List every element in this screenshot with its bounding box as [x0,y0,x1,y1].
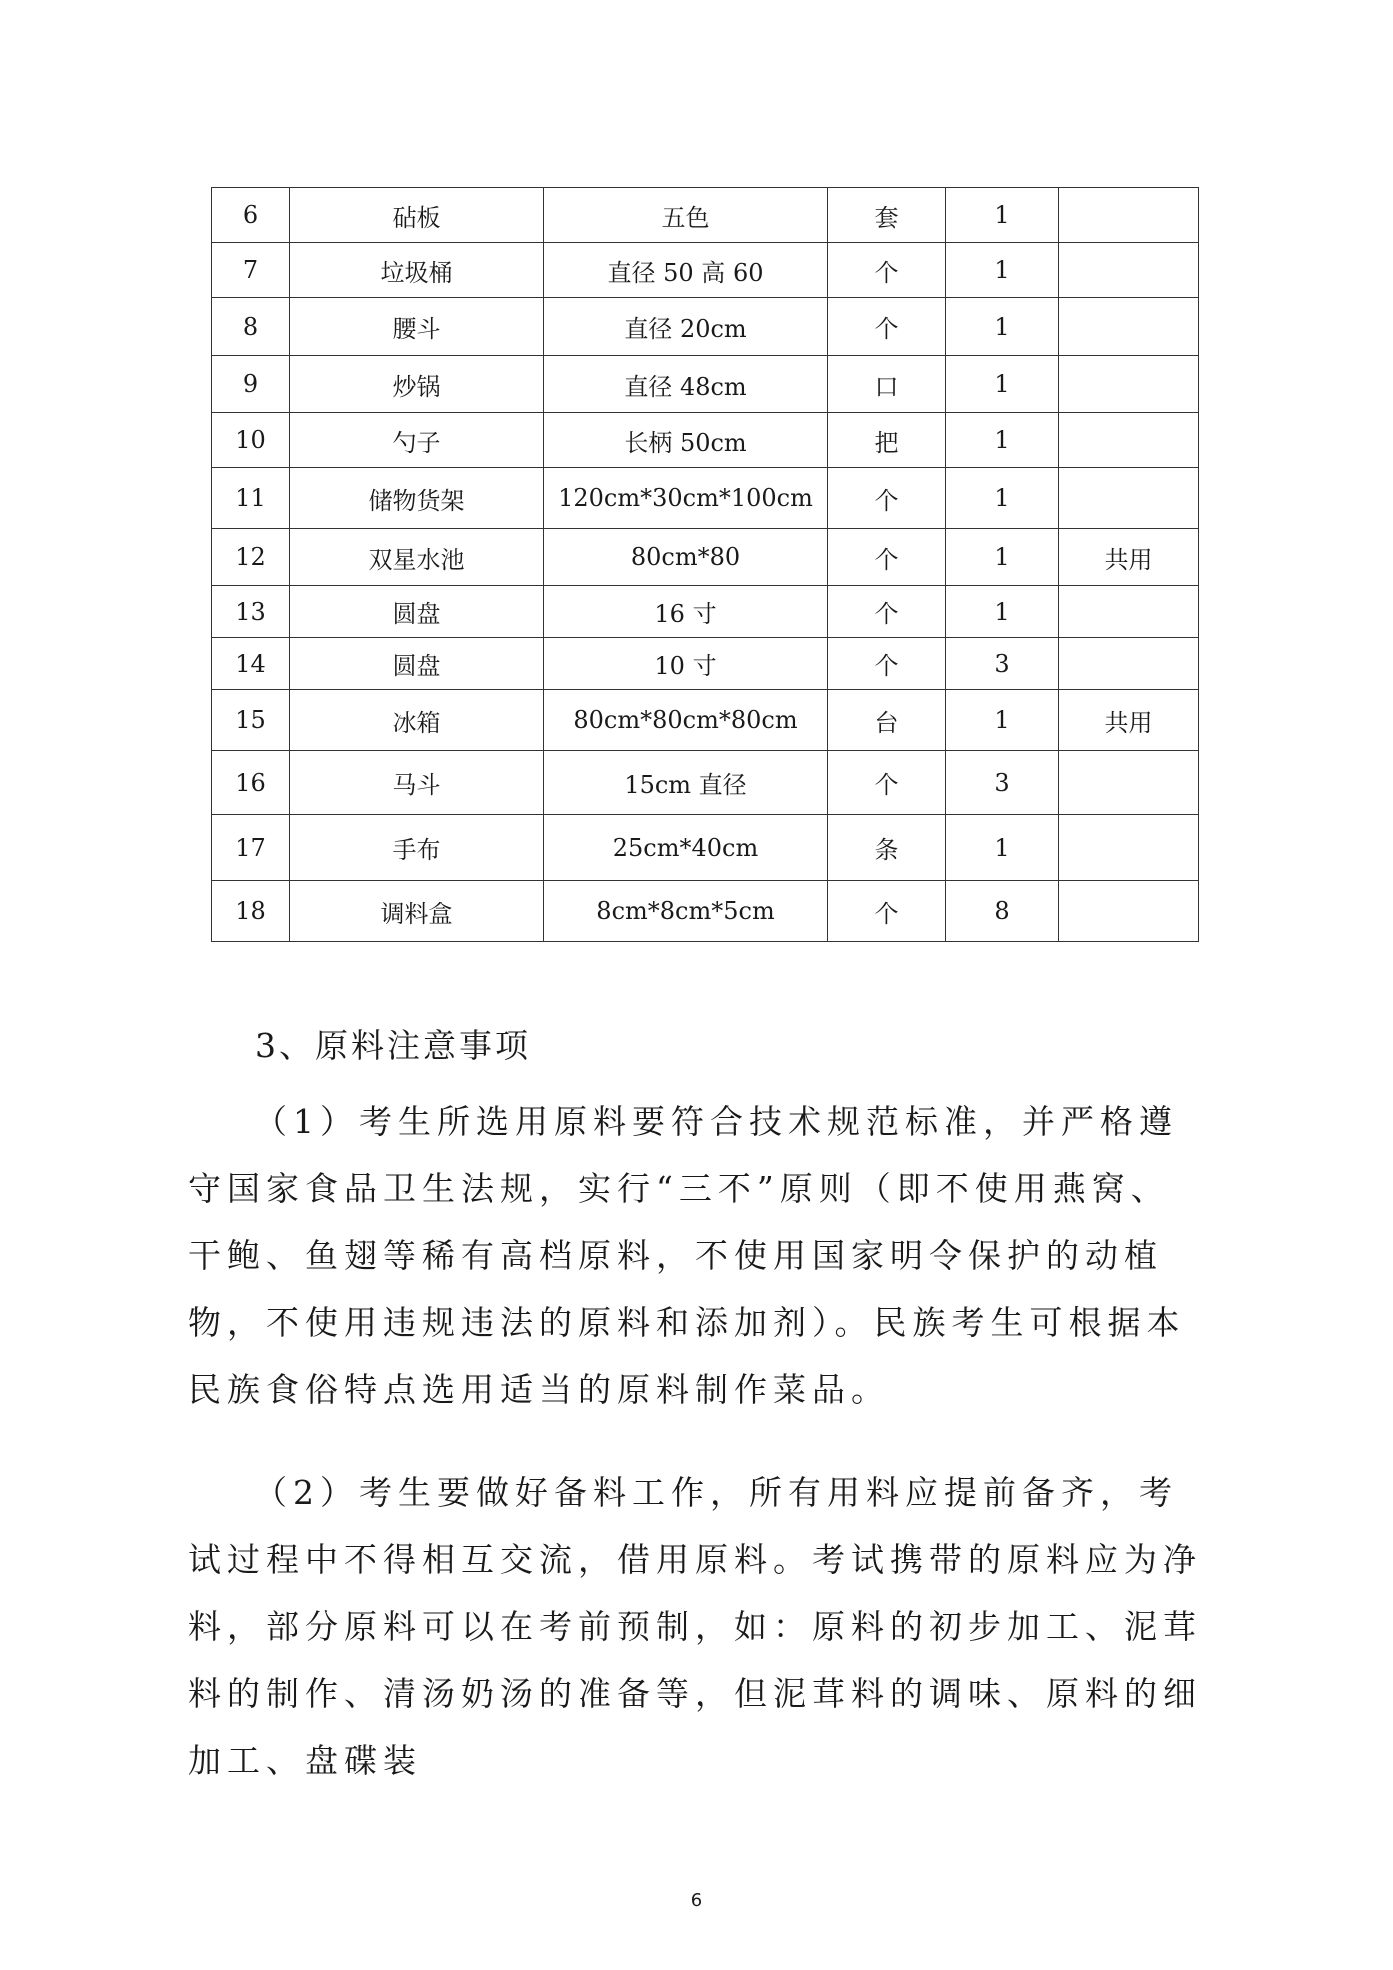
cell-qty: 3 [946,751,1059,815]
cell-no: 12 [212,529,290,586]
page-number: 6 [690,1890,703,1911]
cell-unit: 个 [828,586,946,638]
cell-note [1059,881,1199,942]
cell-note [1059,586,1199,638]
cell-qty: 1 [946,413,1059,468]
cell-qty: 1 [946,298,1059,356]
cell-name: 垃圾桶 [290,243,544,298]
cell-no: 17 [212,815,290,881]
cell-no: 9 [212,356,290,413]
cell-no: 16 [212,751,290,815]
cell-no: 14 [212,638,290,690]
cell-qty: 1 [946,690,1059,751]
cell-unit: 口 [828,356,946,413]
cell-spec: 16 寸 [544,586,828,638]
cell-spec: 80cm*80 [544,529,828,586]
cell-note [1059,413,1199,468]
table-row [212,243,1199,298]
cell-spec: 15cm 直径 [544,751,828,815]
cell-spec: 10 寸 [544,638,828,690]
cell-qty: 1 [946,529,1059,586]
cell-no: 7 [212,243,290,298]
cell-qty: 1 [946,243,1059,298]
cell-spec: 直径 20cm [544,298,828,356]
cell-no: 6 [212,188,290,243]
table-row [212,815,1199,881]
cell-qty: 1 [946,188,1059,243]
cell-spec: 80cm*80cm*80cm [544,690,828,751]
cell-name: 腰斗 [290,298,544,356]
cell-name: 冰箱 [290,690,544,751]
cell-unit: 套 [828,188,946,243]
cell-name: 马斗 [290,751,544,815]
cell-name: 圆盘 [290,586,544,638]
cell-unit: 个 [828,881,946,942]
cell-qty: 3 [946,638,1059,690]
paragraph-1: （1）考生所选用原料要符合技术规范标准，并严格遵守国家食品卫生法规，实行“三不”原则（即不使用燕窝、干鲍、鱼翅等稀有高档原料，不使用国家明令保护的动植物，不使用违规违法的原料和添加剂）。民族考生可根据本民族食俗特点选用适当的原料制作菜品。 [188,1102,1186,1409]
equipment-table [211,187,1199,942]
cell-no: 13 [212,586,290,638]
cell-no: 8 [212,298,290,356]
cell-unit: 台 [828,690,946,751]
cell-name: 双星水池 [290,529,544,586]
cell-qty: 1 [946,468,1059,529]
equipment-table-body [212,188,1199,942]
cell-name: 储物货架 [290,468,544,529]
cell-note [1059,243,1199,298]
cell-unit: 个 [828,529,946,586]
cell-qty: 1 [946,586,1059,638]
table-row [212,529,1199,586]
cell-spec: 8cm*8cm*5cm [544,881,828,942]
cell-note: 共用 [1059,690,1199,751]
cell-unit: 个 [828,243,946,298]
cell-spec: 120cm*30cm*100cm [544,468,828,529]
cell-name: 圆盘 [290,638,544,690]
cell-qty: 1 [946,815,1059,881]
cell-name: 调料盒 [290,881,544,942]
table-row [212,468,1199,529]
cell-note [1059,815,1199,881]
cell-name: 炒锅 [290,356,544,413]
cell-no: 11 [212,468,290,529]
table-row [212,881,1199,942]
cell-no: 18 [212,881,290,942]
cell-note [1059,638,1199,690]
cell-qty: 8 [946,881,1059,942]
cell-no: 10 [212,413,290,468]
cell-unit: 条 [828,815,946,881]
cell-unit: 个 [828,751,946,815]
cell-name: 勺子 [290,413,544,468]
cell-unit: 个 [828,468,946,529]
cell-spec: 直径 50 高 60 [544,243,828,298]
cell-note [1059,356,1199,413]
cell-name: 砧板 [290,188,544,243]
table-row [212,356,1199,413]
table-row [212,188,1199,243]
cell-note [1059,298,1199,356]
table-row [212,690,1199,751]
cell-spec: 25cm*40cm [544,815,828,881]
table-row [212,298,1199,356]
cell-note: 共用 [1059,529,1199,586]
section-heading: 3、原料注意事项 [255,1026,531,1065]
cell-no: 15 [212,690,290,751]
cell-unit: 把 [828,413,946,468]
cell-spec: 五色 [544,188,828,243]
table-row [212,586,1199,638]
table-row [212,751,1199,815]
cell-name: 手布 [290,815,544,881]
cell-unit: 个 [828,298,946,356]
paragraph-2: （2）考生要做好备料工作，所有用料应提前备齐，考试过程中不得相互交流，借用原料。考试携带的原料应为净料，部分原料可以在考前预制，如：原料的初步加工、泥茸料的制作、清汤奶汤的准备等，但泥茸料的调味、原料的细加工、盘碟装 [188,1473,1202,1780]
cell-unit: 个 [828,638,946,690]
cell-spec: 长柄 50cm [544,413,828,468]
cell-spec: 直径 48cm [544,356,828,413]
cell-qty: 1 [946,356,1059,413]
cell-note [1059,751,1199,815]
cell-note [1059,468,1199,529]
cell-note [1059,188,1199,243]
table-row [212,638,1199,690]
table-row [212,413,1199,468]
